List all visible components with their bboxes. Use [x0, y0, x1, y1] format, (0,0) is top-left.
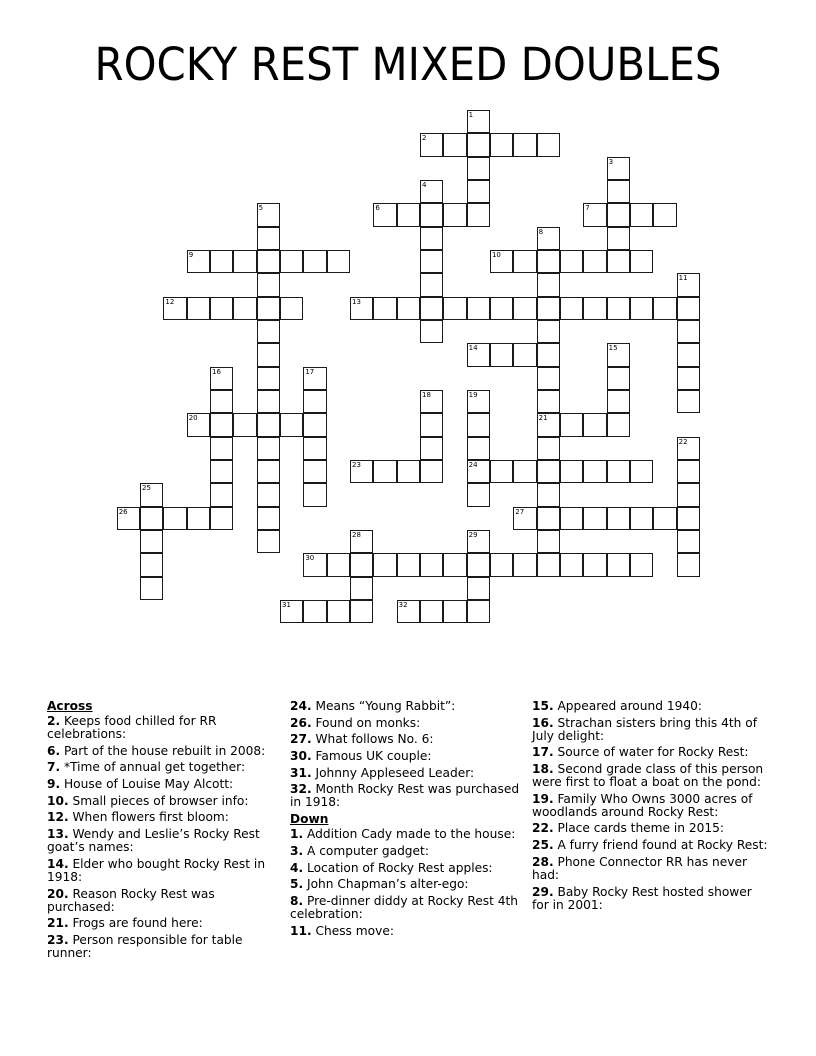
- clue-across-30: 30. Famous UK couple:: [290, 749, 432, 764]
- grid-cell[interactable]: [537, 553, 560, 576]
- clue-column-2: [290, 700, 522, 941]
- grid-cell[interactable]: [373, 553, 396, 576]
- grid-cell[interactable]: [583, 203, 606, 226]
- grid-cell[interactable]: [537, 367, 560, 390]
- grid-cell[interactable]: [537, 483, 560, 506]
- grid-cell[interactable]: [607, 180, 630, 203]
- grid-cell[interactable]: [233, 250, 256, 273]
- grid-cell[interactable]: [257, 203, 280, 226]
- clue-down-1: 1. Addition Cady made to the house:: [290, 827, 516, 842]
- grid-cell[interactable]: [140, 507, 163, 530]
- grid-cell[interactable]: [420, 133, 443, 156]
- grid-cell[interactable]: [210, 367, 233, 390]
- grid-cell[interactable]: [327, 600, 350, 623]
- grid-cell[interactable]: [187, 413, 210, 436]
- grid-cell[interactable]: [630, 203, 653, 226]
- clue-across-10: 10. Small pieces of browser info:: [47, 793, 249, 808]
- grid-cell[interactable]: [327, 553, 350, 576]
- grid-cell[interactable]: [117, 507, 140, 530]
- clue-down-8: 8. Pre-dinner diddy at Rocky Rest 4th celebration:: [290, 893, 518, 921]
- grid-cell[interactable]: [537, 273, 560, 296]
- grid-cell[interactable]: [490, 343, 513, 366]
- grid-cell[interactable]: [140, 577, 163, 600]
- grid-cell[interactable]: [537, 250, 560, 273]
- clue-number: 31: [282, 600, 291, 609]
- grid-cell[interactable]: [373, 297, 396, 320]
- clue-number: 25: [142, 484, 151, 493]
- grid-cell[interactable]: [303, 553, 326, 576]
- grid-cell[interactable]: [257, 297, 280, 320]
- grid-cell[interactable]: [257, 413, 280, 436]
- grid-cell[interactable]: [233, 413, 256, 436]
- clue-across-6: 6. Part of the house rebuilt in 2008:: [47, 743, 266, 758]
- clue-across-26: 26. Found on monks:: [290, 715, 421, 730]
- grid-cell[interactable]: [630, 460, 653, 483]
- grid-cell[interactable]: [583, 507, 606, 530]
- grid-cell[interactable]: [257, 367, 280, 390]
- grid-cell[interactable]: [607, 203, 630, 226]
- grid-cell[interactable]: [583, 460, 606, 483]
- grid-cell[interactable]: [607, 157, 630, 180]
- clue-down-29: 29. Baby Rocky Rest hosted shower for in 2001:: [532, 884, 752, 912]
- grid-cell[interactable]: [537, 390, 560, 413]
- grid-cell[interactable]: [210, 437, 233, 460]
- grid-cell[interactable]: [560, 507, 583, 530]
- grid-cell[interactable]: [607, 553, 630, 576]
- clue-number: 28: [352, 530, 361, 539]
- clue-number: 21: [538, 414, 548, 423]
- grid-cell[interactable]: [420, 203, 443, 226]
- clue-number: 30: [305, 554, 315, 563]
- grid-cell[interactable]: [397, 460, 420, 483]
- grid-cell[interactable]: [513, 133, 536, 156]
- grid-cell[interactable]: [630, 250, 653, 273]
- grid-cell[interactable]: [210, 413, 233, 436]
- grid-cell[interactable]: [490, 133, 513, 156]
- clue-across-13: 13. Wendy and Leslie’s Rocky Rest goat’s names:: [47, 827, 260, 855]
- clue-across-2: 2. Keeps food chilled for RR celebrations:: [47, 714, 217, 741]
- grid-cell[interactable]: [280, 250, 303, 273]
- grid-cell[interactable]: [280, 297, 303, 320]
- grid-cell[interactable]: [397, 297, 420, 320]
- clue-across-7: 7. *Time of annual get together:: [47, 760, 246, 775]
- grid-cell[interactable]: [607, 460, 630, 483]
- grid-cell[interactable]: [653, 507, 676, 530]
- grid-cell[interactable]: [140, 530, 163, 553]
- grid-cell[interactable]: [467, 110, 490, 133]
- clue-number: 5: [258, 204, 264, 213]
- clue-number: 18: [421, 390, 431, 399]
- grid-cell[interactable]: [257, 320, 280, 343]
- grid-cell[interactable]: [583, 553, 606, 576]
- grid-cell[interactable]: [467, 413, 490, 436]
- clue-number: 17: [305, 367, 315, 376]
- grid-cell[interactable]: [490, 553, 513, 576]
- grid-cell[interactable]: [467, 203, 490, 226]
- grid-cell[interactable]: [350, 297, 373, 320]
- grid-cell[interactable]: [187, 297, 210, 320]
- clue-down-15: 15. Appeared around 1940:: [532, 699, 702, 713]
- clue-number: 4: [421, 180, 427, 189]
- grid-cell[interactable]: [327, 250, 350, 273]
- grid-cell[interactable]: [350, 460, 373, 483]
- grid-cell[interactable]: [420, 250, 443, 273]
- grid-cell[interactable]: [257, 460, 280, 483]
- down-heading: Down: [290, 812, 329, 827]
- grid-cell[interactable]: [537, 437, 560, 460]
- grid-cell[interactable]: [443, 297, 466, 320]
- grid-cell[interactable]: [677, 437, 700, 460]
- grid-cell[interactable]: [467, 460, 490, 483]
- clue-down-18: 18. Second grade class of this person were first to float a boat on the pond:: [532, 762, 764, 790]
- grid-cell[interactable]: [303, 437, 326, 460]
- grid-cell[interactable]: [303, 460, 326, 483]
- grid-cell[interactable]: [513, 250, 536, 273]
- grid-cell[interactable]: [467, 553, 490, 576]
- clue-down-16: 16. Strachan sisters bring this 4th of July delight:: [532, 715, 758, 743]
- grid-cell[interactable]: [443, 203, 466, 226]
- grid-cell[interactable]: [303, 483, 326, 506]
- grid-cell[interactable]: [443, 133, 466, 156]
- clue-number: 2: [421, 134, 427, 143]
- grid-cell[interactable]: [537, 460, 560, 483]
- clue-number: 14: [468, 344, 478, 353]
- clue-number: 7: [585, 204, 590, 213]
- grid-cell[interactable]: [467, 577, 490, 600]
- across-heading: Across: [47, 699, 93, 713]
- grid-cell[interactable]: [607, 250, 630, 273]
- grid-cell[interactable]: [257, 390, 280, 413]
- grid-cell[interactable]: [350, 577, 373, 600]
- grid-cell[interactable]: [490, 460, 513, 483]
- grid-cell[interactable]: [350, 600, 373, 623]
- clue-across-20: 20. Reason Rocky Rest was purchased:: [47, 886, 215, 914]
- grid-cell[interactable]: [513, 343, 536, 366]
- clue-number: 20: [188, 414, 198, 423]
- grid-cell[interactable]: [420, 600, 443, 623]
- grid-cell[interactable]: [280, 600, 303, 623]
- grid-cell[interactable]: [467, 157, 490, 180]
- grid-cell[interactable]: [677, 273, 700, 296]
- grid-cell[interactable]: [490, 250, 513, 273]
- grid-cell[interactable]: [257, 530, 280, 553]
- clue-down-22: 22. Place cards theme in 2015:: [532, 821, 725, 836]
- grid-cell[interactable]: [187, 250, 210, 273]
- clue-number: 9: [188, 250, 194, 259]
- grid-cell[interactable]: [677, 483, 700, 506]
- grid-cell[interactable]: [607, 227, 630, 250]
- grid-cell[interactable]: [653, 203, 676, 226]
- grid-cell[interactable]: [280, 413, 303, 436]
- grid-cell[interactable]: [257, 227, 280, 250]
- grid-cell[interactable]: [397, 600, 420, 623]
- grid-cell[interactable]: [607, 297, 630, 320]
- grid-cell[interactable]: [630, 507, 653, 530]
- grid-cell[interactable]: [420, 180, 443, 203]
- clue-number: 15: [608, 344, 618, 353]
- grid-cell[interactable]: [420, 390, 443, 413]
- grid-cell[interactable]: [490, 297, 513, 320]
- grid-cell[interactable]: [163, 297, 186, 320]
- grid-cell[interactable]: [537, 133, 560, 156]
- grid-cell[interactable]: [303, 600, 326, 623]
- grid-cell[interactable]: [420, 273, 443, 296]
- grid-cell[interactable]: [677, 460, 700, 483]
- grid-cell[interactable]: [653, 297, 676, 320]
- clue-number: 13: [352, 297, 361, 306]
- grid-cell[interactable]: [210, 390, 233, 413]
- grid-cell[interactable]: [537, 320, 560, 343]
- grid-cell[interactable]: [163, 507, 186, 530]
- grid-cell[interactable]: [607, 367, 630, 390]
- grid-cell[interactable]: [140, 553, 163, 576]
- grid-cell[interactable]: [677, 297, 700, 320]
- clue-down-17: 17. Source of water for Rocky Rest:: [532, 745, 749, 760]
- grid-cell[interactable]: [303, 390, 326, 413]
- grid-cell[interactable]: [257, 437, 280, 460]
- clue-number: 10: [491, 250, 501, 259]
- grid-cell[interactable]: [257, 507, 280, 530]
- grid-cell[interactable]: [257, 273, 280, 296]
- clue-number: 23: [352, 460, 361, 469]
- grid-cell[interactable]: [210, 483, 233, 506]
- clue-number: 1: [468, 111, 474, 119]
- grid-cell[interactable]: [350, 553, 373, 576]
- grid-cell[interactable]: [677, 320, 700, 343]
- grid-cell[interactable]: [373, 203, 396, 226]
- grid-cell[interactable]: [303, 367, 326, 390]
- grid-cell[interactable]: [467, 437, 490, 460]
- clue-down-28: 28. Phone Connector RR has never had:: [532, 854, 747, 882]
- clue-across-21: 21. Frogs are found here:: [47, 916, 203, 931]
- clue-number: 8: [538, 227, 544, 236]
- grid-cell[interactable]: [607, 343, 630, 366]
- grid-cell[interactable]: [607, 390, 630, 413]
- clue-across-12: 12. When flowers first bloom:: [47, 810, 229, 825]
- grid-cell[interactable]: [583, 250, 606, 273]
- clue-down-11: 11. Chess move:: [290, 923, 394, 938]
- grid-cell[interactable]: [187, 507, 210, 530]
- clue-number: 12: [165, 297, 175, 306]
- clue-number: 11: [678, 274, 688, 283]
- page-title: ROCKY REST MIXED DOUBLES: [94, 38, 722, 91]
- grid-cell[interactable]: [443, 553, 466, 576]
- clue-across-27: 27. What follows No. 6:: [290, 732, 434, 747]
- grid-cell[interactable]: [467, 530, 490, 553]
- clue-down-25: 25. A furry friend found at Rocky Rest:: [532, 838, 768, 853]
- grid-cell[interactable]: [420, 437, 443, 460]
- clue-column-3: [532, 700, 772, 915]
- grid-cell[interactable]: [303, 413, 326, 436]
- grid-cell[interactable]: [513, 553, 536, 576]
- grid-cell[interactable]: [677, 530, 700, 553]
- grid-cell[interactable]: [397, 203, 420, 226]
- grid-cell[interactable]: [467, 600, 490, 623]
- grid-cell[interactable]: [257, 483, 280, 506]
- grid-cell[interactable]: [537, 227, 560, 250]
- grid-cell[interactable]: [607, 413, 630, 436]
- grid-cell[interactable]: [233, 297, 256, 320]
- grid-cell[interactable]: [537, 530, 560, 553]
- grid-cell[interactable]: [513, 507, 536, 530]
- grid-cell[interactable]: [467, 133, 490, 156]
- grid-cell[interactable]: [467, 297, 490, 320]
- grid-cell[interactable]: [467, 390, 490, 413]
- grid-cell[interactable]: [560, 553, 583, 576]
- clue-number: 32: [398, 600, 408, 609]
- grid-cell[interactable]: [210, 297, 233, 320]
- grid-cell[interactable]: [560, 460, 583, 483]
- grid-cell[interactable]: [443, 600, 466, 623]
- grid-cell[interactable]: [537, 297, 560, 320]
- grid-cell[interactable]: [350, 530, 373, 553]
- clue-number: 27: [515, 507, 525, 516]
- clue-number: 3: [608, 157, 614, 166]
- grid-cell[interactable]: [420, 413, 443, 436]
- clue-number: 24: [468, 460, 478, 469]
- grid-cell[interactable]: [513, 297, 536, 320]
- grid-cell[interactable]: [560, 297, 583, 320]
- grid-cell[interactable]: [583, 297, 606, 320]
- grid-cell[interactable]: [560, 413, 583, 436]
- grid-cell[interactable]: [583, 413, 606, 436]
- grid-cell[interactable]: [420, 460, 443, 483]
- grid-cell[interactable]: [467, 483, 490, 506]
- grid-cell[interactable]: [677, 553, 700, 576]
- grid-cell[interactable]: [420, 553, 443, 576]
- grid-cell[interactable]: [210, 460, 233, 483]
- clue-number: 16: [212, 367, 221, 376]
- grid-cell[interactable]: [257, 250, 280, 273]
- grid-cell[interactable]: [467, 180, 490, 203]
- clue-across-24: 24. Means “Young Rabbit”:: [290, 699, 456, 713]
- grid-cell[interactable]: [420, 227, 443, 250]
- grid-cell[interactable]: [607, 507, 630, 530]
- grid-cell[interactable]: [677, 367, 700, 390]
- grid-cell[interactable]: [420, 320, 443, 343]
- grid-cell[interactable]: [513, 460, 536, 483]
- clue-number: 26: [118, 507, 128, 516]
- grid-cell[interactable]: [467, 343, 490, 366]
- grid-cell[interactable]: [210, 507, 233, 530]
- grid-cell[interactable]: [257, 343, 280, 366]
- grid-cell[interactable]: [140, 483, 163, 506]
- clue-down-5: 5. John Chapman’s alter-ego:: [290, 877, 469, 892]
- clue-across-14: 14. Elder who bought Rocky Rest in 1918:: [47, 856, 266, 884]
- grid-cell[interactable]: [420, 297, 443, 320]
- grid-cell[interactable]: [373, 460, 396, 483]
- grid-cell[interactable]: [630, 553, 653, 576]
- grid-cell[interactable]: [537, 343, 560, 366]
- grid-cell[interactable]: [397, 553, 420, 576]
- clue-number: 6: [375, 204, 380, 213]
- clue-across-9: 9. House of Louise May Alcott:: [47, 777, 234, 792]
- grid-cell[interactable]: [537, 507, 560, 530]
- grid-cell[interactable]: [537, 413, 560, 436]
- clue-across-32: 32. Month Rocky Rest was purchased in 1918:: [290, 782, 520, 810]
- grid-cell[interactable]: [677, 343, 700, 366]
- clue-number: 22: [678, 437, 688, 446]
- grid-cell[interactable]: [303, 250, 326, 273]
- grid-cell[interactable]: [677, 390, 700, 413]
- grid-cell[interactable]: [677, 507, 700, 530]
- clue-down-4: 4. Location of Rocky Rest apples:: [290, 860, 493, 875]
- clue-column-1: [47, 700, 279, 964]
- clue-down-3: 3. A computer gadget:: [290, 843, 429, 858]
- grid-cell[interactable]: [210, 250, 233, 273]
- grid-cell[interactable]: [560, 250, 583, 273]
- clue-across-23: 23. Person responsible for table runner:: [47, 932, 243, 960]
- clue-down-19: 19. Family Who Owns 3000 acres of woodlands around Rocky Rest:: [532, 791, 753, 819]
- clue-number: 19: [468, 390, 478, 399]
- grid-cell[interactable]: [630, 297, 653, 320]
- clue-number: 29: [468, 530, 478, 539]
- clue-across-31: 31. Johnny Appleseed Leader:: [290, 765, 475, 780]
